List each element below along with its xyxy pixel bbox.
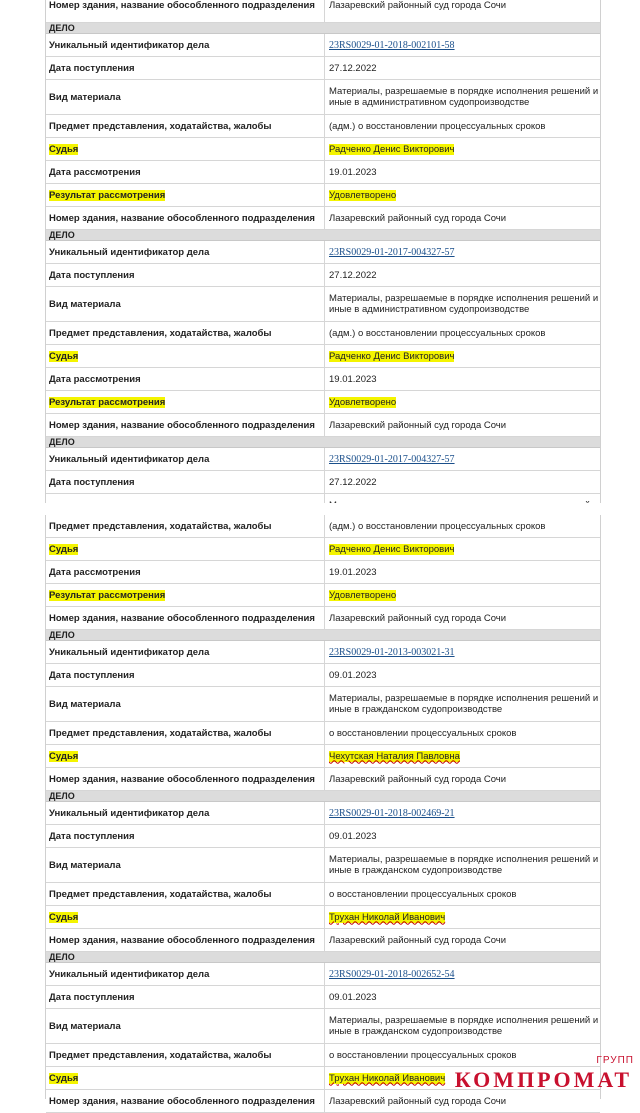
label-date-received: Дата поступления — [46, 471, 325, 493]
label-material-type: Вид материала — [46, 848, 325, 882]
row-subject — [46, 115, 600, 138]
value-date-review: 19.01.2023 — [329, 166, 377, 178]
value-court: Лазаревский районный суд города Сочи — [329, 212, 507, 224]
value-subject: (адм.) о восстановлении процессуальных сроков — [329, 327, 546, 339]
row-judge — [46, 538, 600, 561]
case-uid-link[interactable]: 23RS0029-01-2013-003021-31 — [329, 646, 455, 658]
label-subject: Предмет представления, ходатайства, жалобы — [46, 115, 325, 137]
label-building: Номер здания, название обособленного подразделения — [46, 0, 325, 22]
label-judge: Судья — [49, 543, 79, 555]
row-building — [46, 0, 600, 23]
label-date-review: Дата рассмотрения — [46, 161, 325, 183]
row-building — [46, 929, 600, 952]
value-subject: (адм.) о восстановлении процессуальных сроков — [329, 520, 546, 532]
row-date-received — [46, 264, 600, 287]
row-subject — [46, 722, 600, 745]
case-header: ДЕЛО — [46, 437, 600, 448]
label-building: Номер здания, название обособленного подразделения — [46, 768, 325, 790]
label-judge: Судья — [49, 143, 79, 155]
case-uid-link[interactable]: 23RS0029-01-2018-002652-54 — [329, 968, 455, 980]
label-building: Номер здания, название обособленного подразделения — [46, 607, 325, 629]
case-header: ДЕЛО — [46, 952, 600, 963]
watermark-sup: ГРУПП — [596, 1055, 634, 1066]
label-building: Номер здания, название обособленного подразделения — [46, 207, 325, 229]
label-material-type: Вид материала — [46, 1009, 325, 1043]
row-uid — [46, 448, 600, 471]
label-subject: Предмет представления, ходатайства, жалобы — [46, 322, 325, 344]
value-material-type: Материалы, разрешаемые в порядке исполнения решений и иные в гражданском судопроизводстве — [329, 693, 599, 715]
label-uid: Уникальный идентификатор дела — [46, 802, 325, 824]
value-subject: о восстановлении процессуальных сроков — [329, 1049, 517, 1061]
row-material-type — [46, 287, 600, 322]
row-result — [46, 184, 600, 207]
watermark-logo — [454, 1055, 634, 1093]
row-date-received — [46, 664, 600, 687]
row-date-review — [46, 561, 600, 584]
label-building: Номер здания, название обособленного подразделения — [46, 929, 325, 951]
row-judge — [46, 138, 600, 161]
case-uid-link[interactable]: 23RS0029-01-2017-004327-57 — [329, 453, 455, 465]
label-judge: Судья — [49, 750, 79, 762]
label-date-review: Дата рассмотрения — [46, 561, 325, 583]
row-subject — [46, 883, 600, 906]
row-uid — [46, 963, 600, 986]
value-result: Удовлетворено — [329, 589, 397, 601]
label-date-received: Дата поступления — [46, 57, 325, 79]
label-building: Номер здания, название обособленного подразделения — [46, 414, 325, 436]
row-building — [46, 768, 600, 791]
row-date-received — [46, 986, 600, 1009]
case-header: ДЕЛО — [46, 23, 600, 34]
row-building — [46, 607, 600, 630]
label-judge: Судья — [49, 911, 79, 923]
value-judge: Чехутская Наталия Павловна — [329, 750, 460, 762]
watermark-main: КОМПРОМАТ — [454, 1067, 632, 1092]
row-building — [46, 414, 600, 437]
label-judge: Судья — [49, 1072, 79, 1084]
row-material-type — [46, 80, 600, 115]
value-date-received: 27.12.2022 — [329, 476, 377, 488]
value-judge: Радченко Денис Викторович — [329, 143, 455, 155]
case-uid-link[interactable]: 23RS0029-01-2018-002101-58 — [329, 39, 455, 51]
row-material-type — [46, 1009, 600, 1044]
label-uid: Уникальный идентификатор дела — [46, 241, 325, 263]
value-court: Лазаревский районный суд города Сочи — [329, 419, 507, 431]
row-building — [46, 1090, 600, 1113]
label-uid: Уникальный идентификатор дела — [46, 641, 325, 663]
value-date-received: 27.12.2022 — [329, 269, 377, 281]
row-uid — [46, 802, 600, 825]
row-building — [46, 207, 600, 230]
value-date-received: 09.01.2023 — [329, 991, 377, 1003]
value-date-received: 27.12.2022 — [329, 62, 377, 74]
value-date-review: 19.01.2023 — [329, 566, 377, 578]
label-subject: Предмет представления, ходатайства, жалобы — [46, 515, 325, 537]
label-date-review: Дата рассмотрения — [46, 368, 325, 390]
row-material-type — [46, 848, 600, 883]
value-subject: о восстановлении процессуальных сроков — [329, 727, 517, 739]
case-table-bottom — [45, 515, 601, 1107]
value-material-type: Материалы, разрешаемые в порядке исполнения решений и иные в гражданском судопроизводстве — [329, 1015, 599, 1037]
value-date-received: 09.01.2023 — [329, 830, 377, 842]
label-material-type: Вид материала — [46, 80, 325, 114]
row-judge — [46, 745, 600, 768]
row-result — [46, 584, 600, 607]
case-uid-link[interactable]: 23RS0029-01-2017-004327-57 — [329, 246, 455, 258]
label-subject: Предмет представления, ходатайства, жалобы — [46, 1044, 325, 1066]
row-subject — [46, 515, 600, 538]
case-header: ДЕЛО — [46, 630, 600, 641]
case-table-top — [45, 0, 601, 504]
row-uid — [46, 241, 600, 264]
row-date-received — [46, 57, 600, 80]
value-court: Лазаревский районный суд города Сочи — [329, 1095, 507, 1107]
value-subject: о восстановлении процессуальных сроков — [329, 888, 517, 900]
label-subject: Предмет представления, ходатайства, жалобы — [46, 883, 325, 905]
row-date-review — [46, 368, 600, 391]
case-header: ДЕЛО — [46, 791, 600, 802]
value-judge: Радченко Денис Викторович — [329, 350, 455, 362]
row-uid — [46, 34, 600, 57]
value-judge: Трухан Николай Иванович — [329, 911, 446, 923]
label-uid: Уникальный идентификатор дела — [46, 963, 325, 985]
row-judge — [46, 906, 600, 929]
label-date-received: Дата поступления — [46, 264, 325, 286]
label-material-type: Вид материала — [46, 687, 325, 721]
row-subject — [46, 322, 600, 345]
case-uid-link[interactable]: 23RS0029-01-2018-002469-21 — [329, 807, 455, 819]
row-judge — [46, 345, 600, 368]
row-subject — [46, 1044, 600, 1067]
value-material-type: Материалы, разрешаемые в порядке исполнения решений и иные в гражданском судопроизводстве — [329, 854, 599, 876]
value-court: Лазаревский районный суд города Сочи — [329, 934, 507, 946]
value-result: Удовлетворено — [329, 189, 397, 201]
row-material-type — [46, 687, 600, 722]
row-date-review — [46, 161, 600, 184]
value-subject: (адм.) о восстановлении процессуальных сроков — [329, 120, 546, 132]
row-date-received — [46, 471, 600, 494]
value-court: Лазаревский районный суд города Сочи — [329, 773, 507, 785]
label-building: Номер здания, название обособленного подразделения — [46, 1090, 325, 1112]
row-date-received — [46, 825, 600, 848]
value-date-review: 19.01.2023 — [329, 373, 377, 385]
value-date-received: 09.01.2023 — [329, 669, 377, 681]
value-judge: Трухан Николай Иванович — [329, 1072, 446, 1084]
section-gap — [0, 503, 640, 515]
label-date-received: Дата поступления — [46, 986, 325, 1008]
label-uid: Уникальный идентификатор дела — [46, 448, 325, 470]
label-date-received: Дата поступления — [46, 825, 325, 847]
value-material-type: Материалы, разрешаемые в порядке исполнения решений и иные в административном судопроизводстве — [329, 86, 599, 108]
case-header: ДЕЛО — [46, 230, 600, 241]
value-judge: Радченко Денис Викторович — [329, 543, 455, 555]
label-material-type: Вид материала — [46, 287, 325, 321]
label-result: Результат рассмотрения — [49, 396, 166, 408]
value-result: Удовлетворено — [329, 396, 397, 408]
row-uid — [46, 641, 600, 664]
row-result — [46, 391, 600, 414]
label-uid: Уникальный идентификатор дела — [46, 34, 325, 56]
label-judge: Судья — [49, 350, 79, 362]
label-result: Результат рассмотрения — [49, 189, 166, 201]
value-court: Лазаревский районный суд города Сочи — [329, 612, 507, 624]
value-court: Лазаревский районный суд города Сочи — [329, 0, 507, 11]
value-material-type: Материалы, разрешаемые в порядке исполнения решений и иные в административном судопроизводстве — [329, 293, 599, 315]
label-result: Результат рассмотрения — [49, 589, 166, 601]
label-date-received: Дата поступления — [46, 664, 325, 686]
label-subject: Предмет представления, ходатайства, жалобы — [46, 722, 325, 744]
